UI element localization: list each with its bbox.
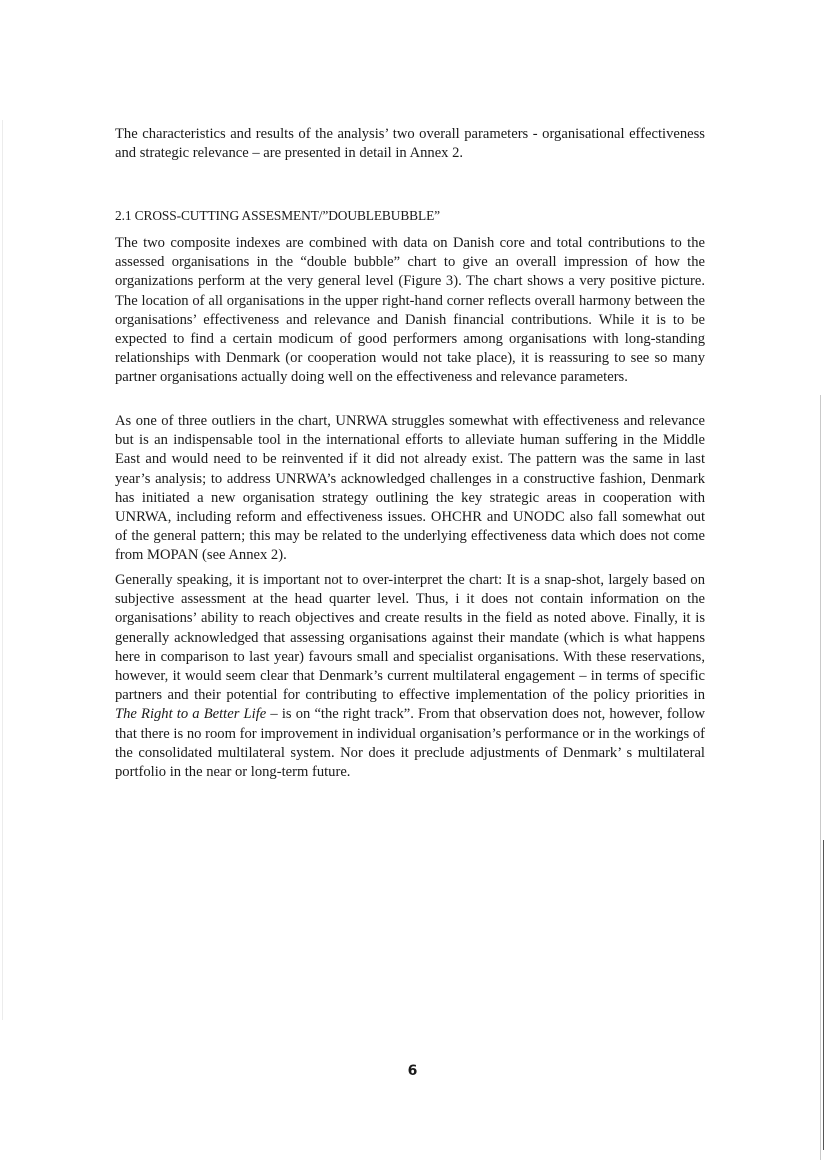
scan-edge-left <box>2 120 3 1020</box>
paragraph-3-text <box>115 571 705 782</box>
paragraph-3-part-2: – is on “the right track”. From that observation does not, however, follow that there is no room for improvement in individual organisation’s performance or in the workings of the consolidated multilateral system. Nor does it preclude adjustments of Denmark’ s multilateral portfolio in the near or long-term future. <box>115 706 705 781</box>
paragraph-1-text: The two composite indexes are combined with data on Danish core and total contributions to the assessed organisations in the “double bubble” chart to give an overall impression of how the organizations perform at the very general level (Figure 3). The chart shows a very positive picture. The location of all organisations in the upper right-hand corner reflects overall harmony between the organisations’ effectiveness and relevance and Danish financial contributions. While it is to be expected to find a certain modicum of good performers among organisations with long-standing relationships with Denmark (or cooperation would not take place), it is reassuring to see so many partner organisations actually doing well on the effectiveness and relevance parameters. <box>115 235 705 386</box>
intro-text: The characteristics and results of the analysis’ two overall parameters - organisational effectiveness and strategic relevance – are presented in detail in Annex 2. <box>115 126 705 162</box>
policy-title: The Right to a Better Life <box>115 706 267 723</box>
paragraph-2-text: As one of three outliers in the chart, UNRWA struggles somewhat with effectiveness and relevance but is an indispensable tool in the international efforts to alleviate human suffering in the Middle East and would need to be reinvented if it did not already exist. The pattern was the same in last year’s analysis; to address UNRWA’s acknowledged challenges in a constructive fashion, Denmark has initiated a new organisation strategy outlining the key strategic areas in cooperation with UNRWA, including reform and effectiveness issues. OHCHR and UNODC also fall somewhat out of the general pattern; this may be related to the underlying effectiveness data which does not come from MOPAN (see Annex 2). <box>115 413 705 564</box>
page-number: 6 <box>407 1063 418 1079</box>
paragraph-3-part-1: Generally speaking, it is important not to over-interpret the chart: It is a snap-shot, largely based on subjective assessment at the head quarter level. Thus, i it does not contain information on the organisations’ ability to reach objectives and create results in the field as noted above. Finally, it is generally acknowledged that assessing organisations against their mandate (which is what happens here in comparison to last year) favours small and specialist organisations. With these reservations, however, it would seem clear that Denmark’s current multilateral engagement – in terms of specific partners and their potential for contributing to effective implementation of the policy priorities in <box>115 572 705 704</box>
paragraph-interpretation <box>115 571 705 782</box>
scan-edge-right-dark <box>823 840 824 1150</box>
scan-edge-right <box>820 395 821 1160</box>
paragraph-double-bubble <box>115 234 705 388</box>
section-heading: 2.1 CROSS-CUTTING ASSESMENT/”DOUBLEBUBBLE” <box>115 208 441 223</box>
intro-paragraph <box>115 125 705 163</box>
paragraph-outliers <box>115 412 705 566</box>
